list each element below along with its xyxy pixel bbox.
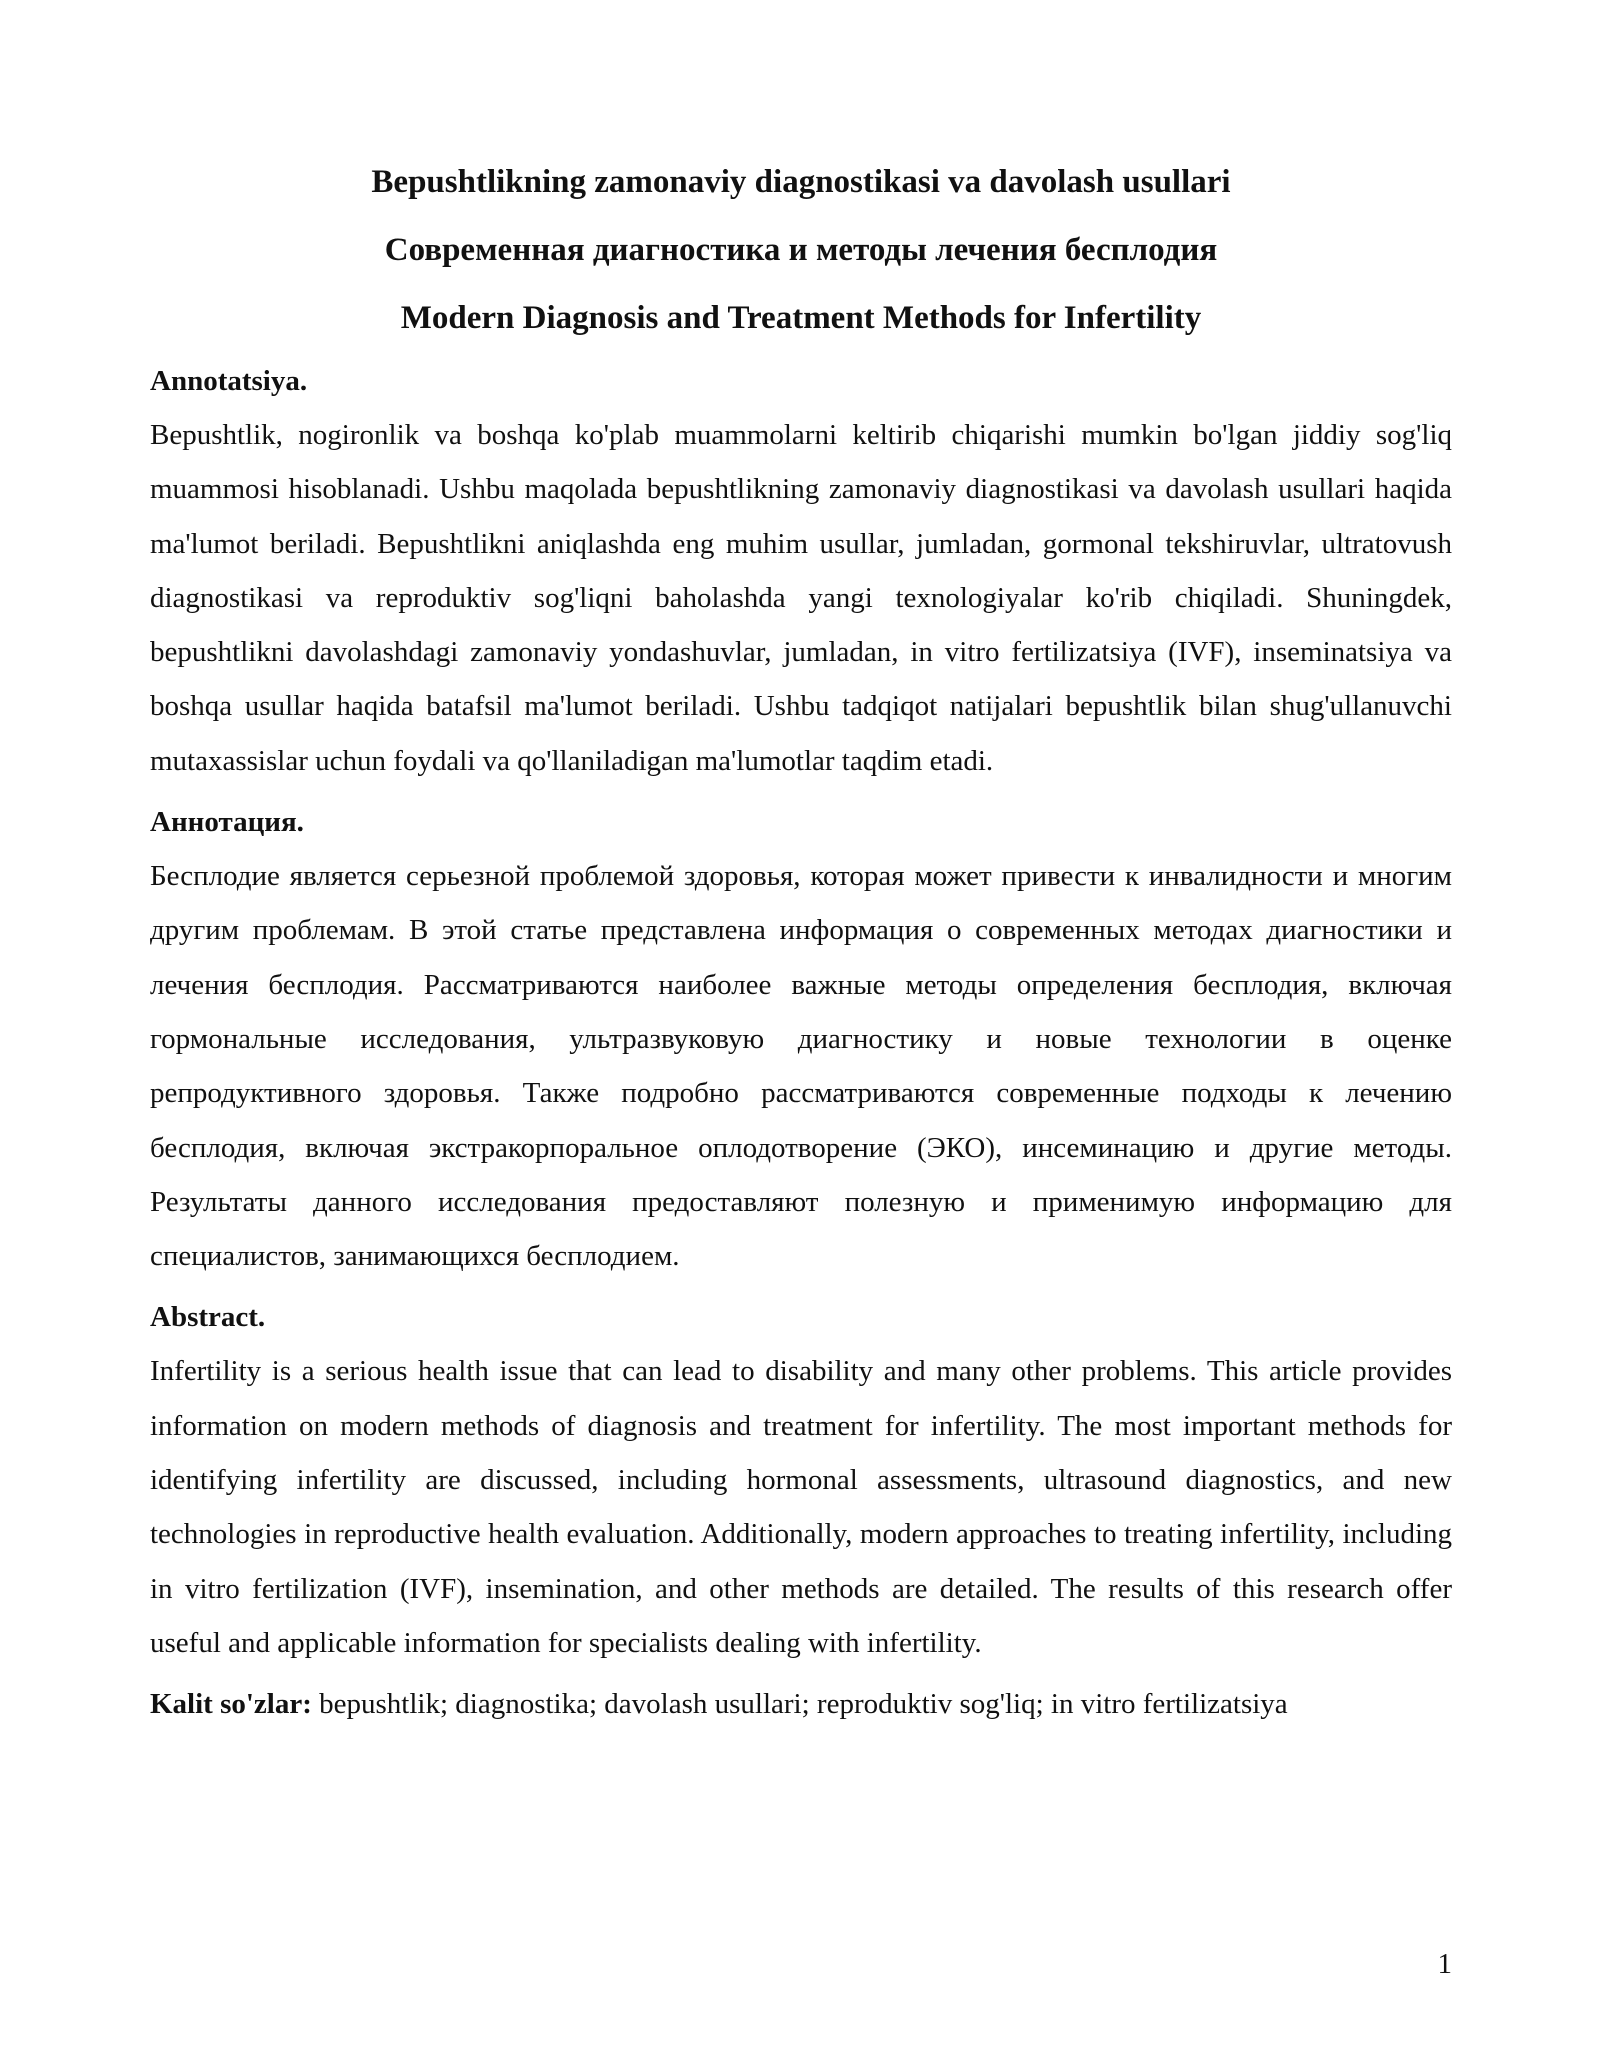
page-number: 1	[1437, 1948, 1452, 1980]
abstract-english-text: Infertility is a serious health issue that can lead to disability and many other problems. This article provides information on modern methods of diagnosis and treatment for infertility. The most important methods for identifying infertility are discussed, including hormonal assessments, ultrasound diagnostics, and new technologies in reproductive health evaluation. Additionally, modern approaches to treating infertility, including in vitro fertilization (IVF), insemination, and other methods are detailed. The results of this research offer useful and applicable information for specialists dealing with infertility.	[150, 1355, 1452, 1659]
title-english: Modern Diagnosis and Treatment Methods for Infertility	[400, 300, 1202, 336]
abstract-russian-heading: Аннотация.	[150, 806, 304, 839]
keywords-text: bepushtlik; diagnostika; davolash usullari; reproduktiv sog'liq; in vitro fertilizatsiya	[311, 1688, 1288, 1721]
abstract-russian-text: Бесплодие является серьезной проблемой здоровья, которая может привести к инвалидности и многим другим проблемам. В этой статье представлена информация о современных методах диагностики и лечения бесплодия. Рассматриваются наиболее важные методы определения бесплодия, включая гормональные исследования, ультразвуковую диагностику и новые технологии в оценке репродуктивного здоровья. Также подробно рассматриваются современные подходы к лечению бесплодия, включая экстракорпоральное оплодотворение (ЭКО), инсеминацию и другие методы. Результаты данного исследования предоставляют полезную и применимую информацию для специалистов, занимающихся бесплодием.	[150, 860, 1452, 1273]
abstract-russian-section	[150, 795, 1452, 1283]
title-russian: Современная диагностика и методы лечения бесплодия	[384, 232, 1218, 268]
abstract-english-heading: Abstract.	[150, 1301, 266, 1334]
document-page	[150, 148, 1452, 1731]
abstract-uzbek-section	[150, 354, 1452, 788]
abstract-uzbek-heading: Annotatsiya.	[150, 365, 308, 397]
keywords-label: Kalit so'zlar:	[150, 1688, 312, 1721]
abstract-english-section	[150, 1290, 1452, 1670]
title-uzbek: Bepushtlikning zamonaviy diagnostikasi va davolash usullari	[371, 164, 1231, 200]
abstract-uzbek-text: Bepushtlik, nogironlik va boshqa ko'plab muammolarni keltirib chiqarishi mumkin bo'lgan jiddiy sog'liq muammosi hisoblanadi. Ushbu maqolada bepushtlikning zamonaviy diagnostikasi va davolash usullari haqida ma'lumot beriladi. Bepushtlikni aniqlashda eng muhim usullar, jumladan, gormonal tekshiruvlar, ultratovush diagnostikasi va reproduktiv sog'liqni baholashda yangi texnologiyalar ko'rib chiqiladi. Shuningdek, bepushtlikni davolashdagi zamonaviy yondashuvlar, jumladan, in vitro fertilizatsiya (IVF), inseminatsiya va boshqa usullar haqida batafsil ma'lumot beriladi. Ushbu tadqiqot natijalari bepushtlik bilan shug'ullanuvchi mutaxassislar uchun foydali va qo'llaniladigan ma'lumotlar taqdim etadi.	[150, 419, 1452, 777]
keywords-line	[150, 1677, 1452, 1731]
